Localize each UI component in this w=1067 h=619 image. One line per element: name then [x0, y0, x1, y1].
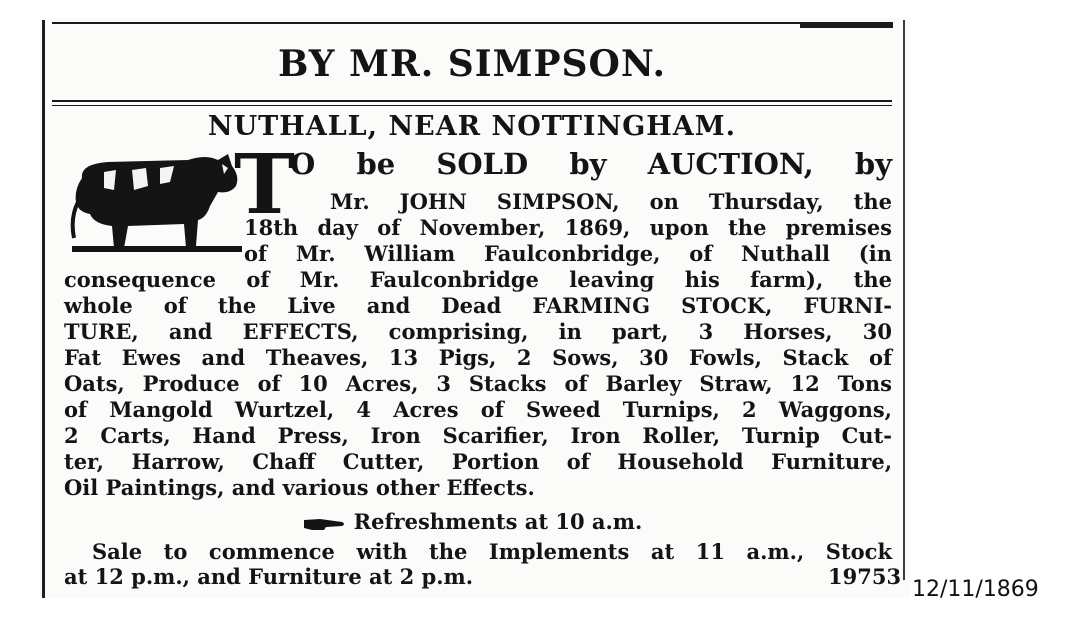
caption-date: 12/11/1869: [912, 577, 1039, 602]
refreshments-line: [52, 510, 892, 534]
sale-line: at 12 p.m., and Furniture at 2 p.m.: [64, 564, 474, 589]
body-line: whole of the Live and Dead FARMING STOCK, FURNI-: [64, 293, 892, 318]
top-rule: [52, 22, 892, 24]
ad-number: 19753: [828, 564, 902, 589]
body-line: 18th day of November, 1869, upon the premises: [244, 215, 892, 240]
advert-location: NUTHALL, NEAR NOTTINGHAM.: [207, 111, 737, 142]
header-rule-thin: [52, 105, 892, 106]
cow-woodcut-icon: [68, 146, 243, 258]
header-rule: [52, 100, 892, 102]
clipping-right-border: [903, 20, 905, 580]
body-line: Fat Ewes and Theaves, 13 Pigs, 2 Sows, 30 Fowls, Stack of: [64, 345, 892, 370]
sale-line: Sale to commence with the Implements at 11 a.m., Stock: [92, 539, 892, 564]
dropcap-letter: T: [234, 137, 296, 233]
body-line: O be SOLD by AUCTION, by: [290, 147, 892, 181]
body-line: consequence of Mr. Faulconbridge leaving his farm), the: [64, 267, 892, 292]
advert-header: BY MR. SIMPSON.: [277, 43, 667, 85]
clipping-left-border: [42, 20, 45, 598]
top-rule-thick: [800, 22, 893, 28]
body-line: of Mangold Wurtzel, 4 Acres of Sweed Turnips, 2 Waggons,: [64, 397, 892, 422]
body-line: Oats, Produce of 10 Acres, 3 Stacks of Barley Straw, 12 Tons: [64, 371, 892, 396]
refreshments-text: Refreshments at 10 a.m.: [353, 509, 643, 534]
body-line: Mr. JOHN SIMPSON, on Thursday, the: [330, 189, 892, 214]
body-line: of Mr. William Faulconbridge, of Nuthall (in: [244, 241, 892, 266]
body-line: TURE, and EFFECTS, comprising, in part, 3 Horses, 30: [64, 319, 892, 344]
body-line: 2 Carts, Hand Press, Iron Scarifier, Iron Roller, Turnip Cut-: [64, 423, 892, 448]
body-line: Oil Paintings, and various other Effects.: [64, 475, 535, 500]
body-line: ter, Harrow, Chaff Cutter, Portion of Household Furniture,: [64, 449, 892, 474]
pointing-hand-icon: [302, 516, 346, 532]
